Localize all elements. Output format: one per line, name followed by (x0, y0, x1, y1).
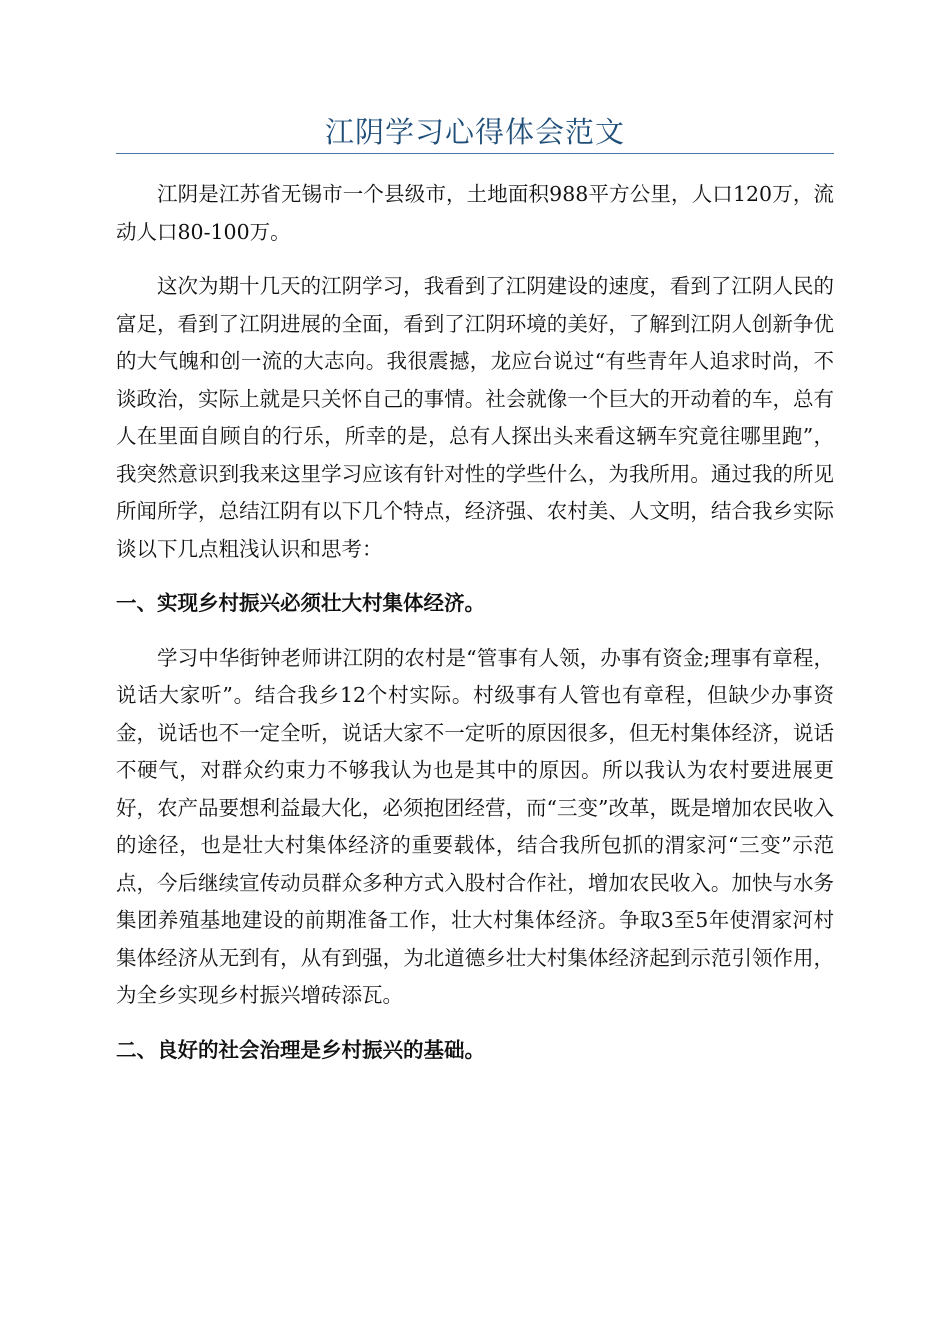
section-1-paragraph: 学习中华街钟老师讲江阴的农村是“管事有人领，办事有资金;理事有章程，说话大家听”。结合我乡12个村实际。村级事有人管也有章程，但缺少办事资金，说话也不一定全听，说话大家不一定听的原因很多，但无村集体经济，说话不硬气，对群众约束力不够我认为也是其中的原因。所以我认为农村要进展更好，农产品要想利益最大化，必须抱团经营，而“三变”改革，既是增加农民收入的途径，也是壮大村集体经济的重要载体，结合我所包抓的渭家河“三变”示范点，今后继续宣传动员群众多种方式入股村合作社，增加农民收入。加快与水务集团养殖基地建设的前期准备工作，壮大村集体经济。争取3至5年使渭家河村集体经济从无到有，从有到强，为北道德乡壮大村集体经济起到示范引领作用，为全乡实现乡村振兴增砖添瓦。 (116, 645, 834, 1007)
section-2-heading: 二、良好的社会治理是乡村振兴的基础。 (116, 1037, 485, 1062)
study-impressions-paragraph: 这次为期十几天的江阴学习，我看到了江阴建设的速度，看到了江阴人民的富足，看到了江阴进展的全面，看到了江阴环境的美好，了解到江阴人创新争优的大气魄和创一流的大志向。我很震撼，龙应台说过“有些青年人追求时尚，不谈政治，实际上就是只关怀自己的事情。社会就像一个巨大的开动着的车，总有人在里面自顾自的行乐，所幸的是，总有人探出头来看这辆车究竟往哪里跑”，我突然意识到我来这里学习应该有针对性的学些什么，为我所用。通过我的所见所闻所学，总结江阴有以下几个特点，经济强、农村美、人文明，结合我乡实际谈以下几点粗浅认识和思考： (116, 274, 834, 561)
intro-paragraph: 江阴是江苏省无锡市一个县级市，土地面积988平方公里，人口120万，流动人口80-100万。 (116, 182, 834, 244)
title-underline (116, 153, 834, 154)
document-body (116, 176, 834, 1086)
document-title: 江阴学习心得体会范文 (324, 115, 625, 149)
section-1-heading: 一、实现乡村振兴必须壮大村集体经济。 (116, 591, 485, 615)
